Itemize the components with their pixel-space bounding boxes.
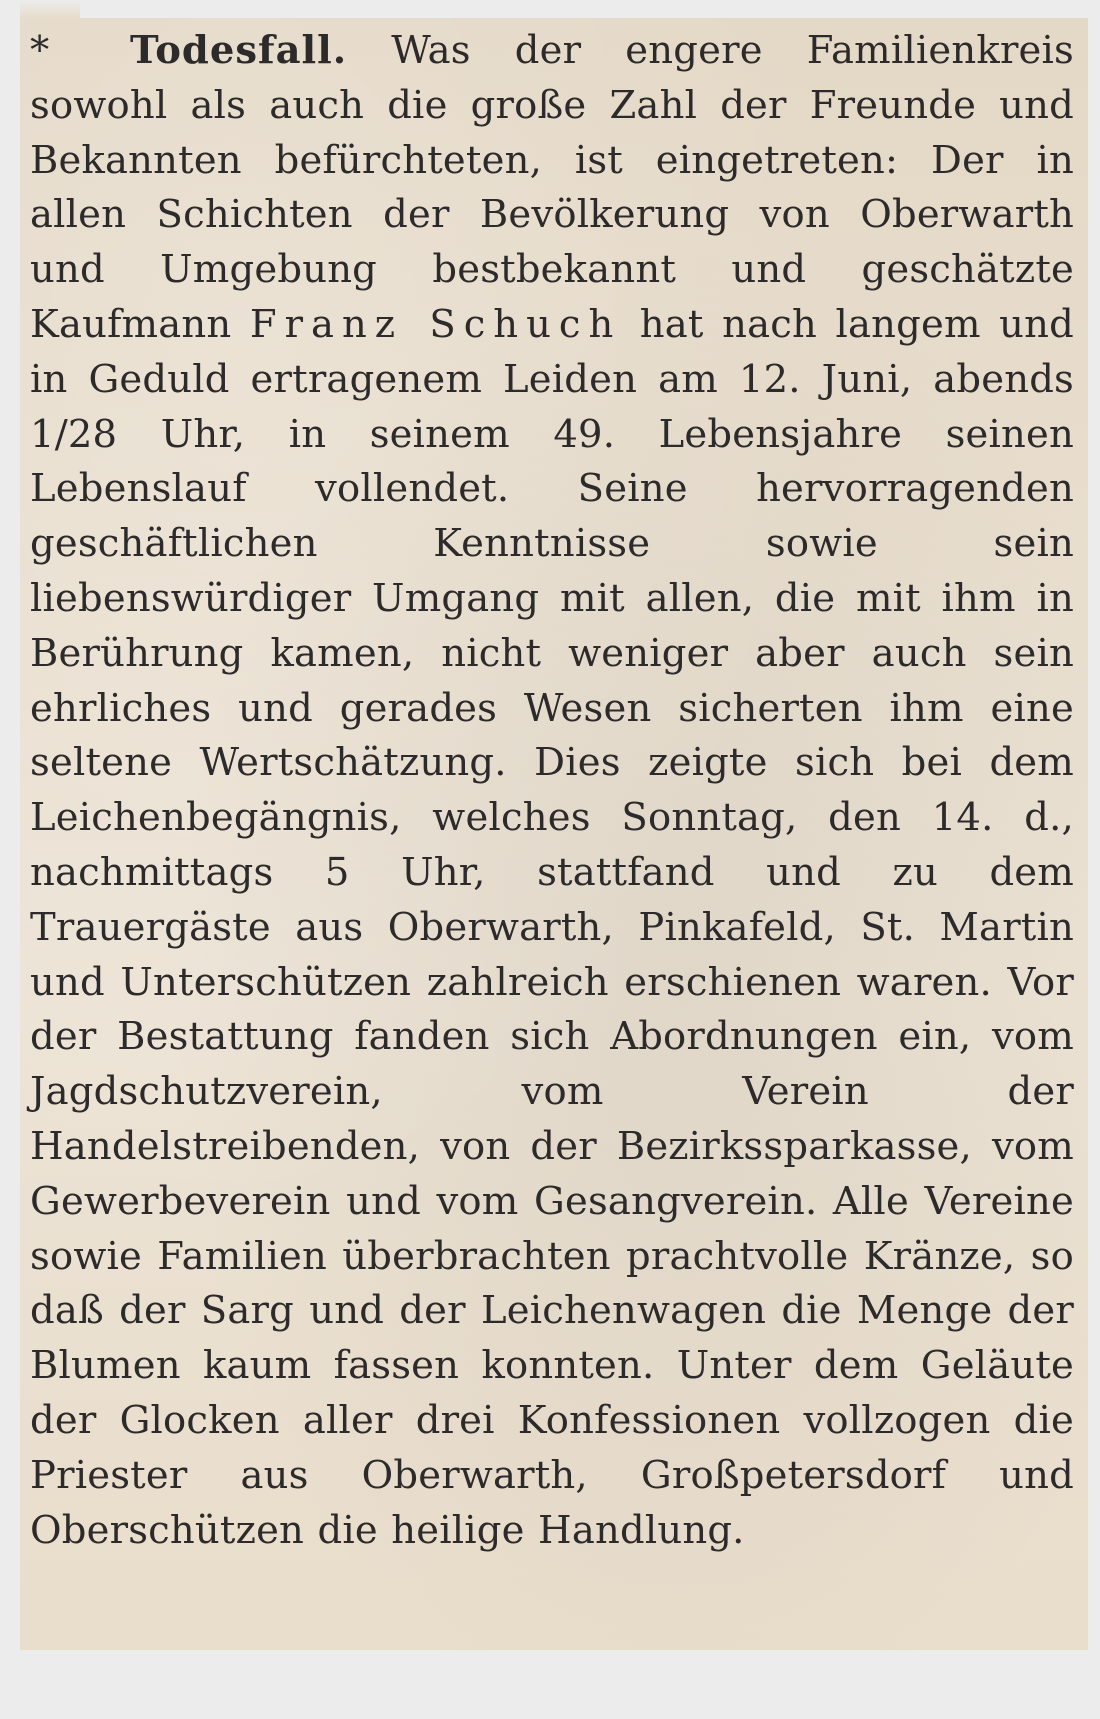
newspaper-clipping (20, 18, 1088, 1650)
article-headline: Todesfall. (130, 28, 348, 73)
deceased-name: Franz Schuch (249, 301, 622, 347)
article-marker: * (30, 28, 50, 73)
article-body: hat nach langem und in Geduld ertragenem Leiden am 12. Juni, abends 1/28 Uhr, in seinem 49. Lebensjahre seinen Lebenslauf vollendet. Seine hervorragenden geschäftlichen Kenntnisse sowie sein liebenswürdiger Umgang mit allen, die mit ihm in Berührung kamen, nicht weniger aber auch sein ehrliches und gerades Wesen sicherten ihm eine seltene Wertschätzung. Dies zeigte sich bei dem Leichenbegängnis, welches Sonntag, den 14. d., nachmittags 5 Uhr, stattfand und zu dem Trauergäste aus Oberwarth, Pinkafeld, St. Martin und Unterschützen zahlreich erschienen waren. Vor der Bestattung fanden sich Abordnungen ein, vom Jagdschutzverein, vom Verein der Handelstreibenden, von der Bezirkssparkasse, vom Gewerbeverein und vom Gesangverein. Alle Vereine sowie Familien überbrachten prachtvolle Kränze, so daß der Sarg und der Leichenwagen die Menge der Blumen kaum fassen konnten. Unter dem Geläute der Glocken aller drei Konfessionen vollzogen die Priester aus Oberwarth, Großpetersdorf und Oberschützen die heilige Handlung. (30, 301, 1075, 1553)
article-intro: Was der engere Familienkreis sowohl als auch die große Zahl der Freunde und Bekannten befürchteten, ist eingetreten: Der in allen Schichten der Bevölkerung von Oberwarth und Umgebung bestbekannt und geschätzte Kaufmann (30, 28, 1074, 347)
article-text (30, 24, 1074, 1558)
clipping-torn-edge (20, 0, 80, 18)
